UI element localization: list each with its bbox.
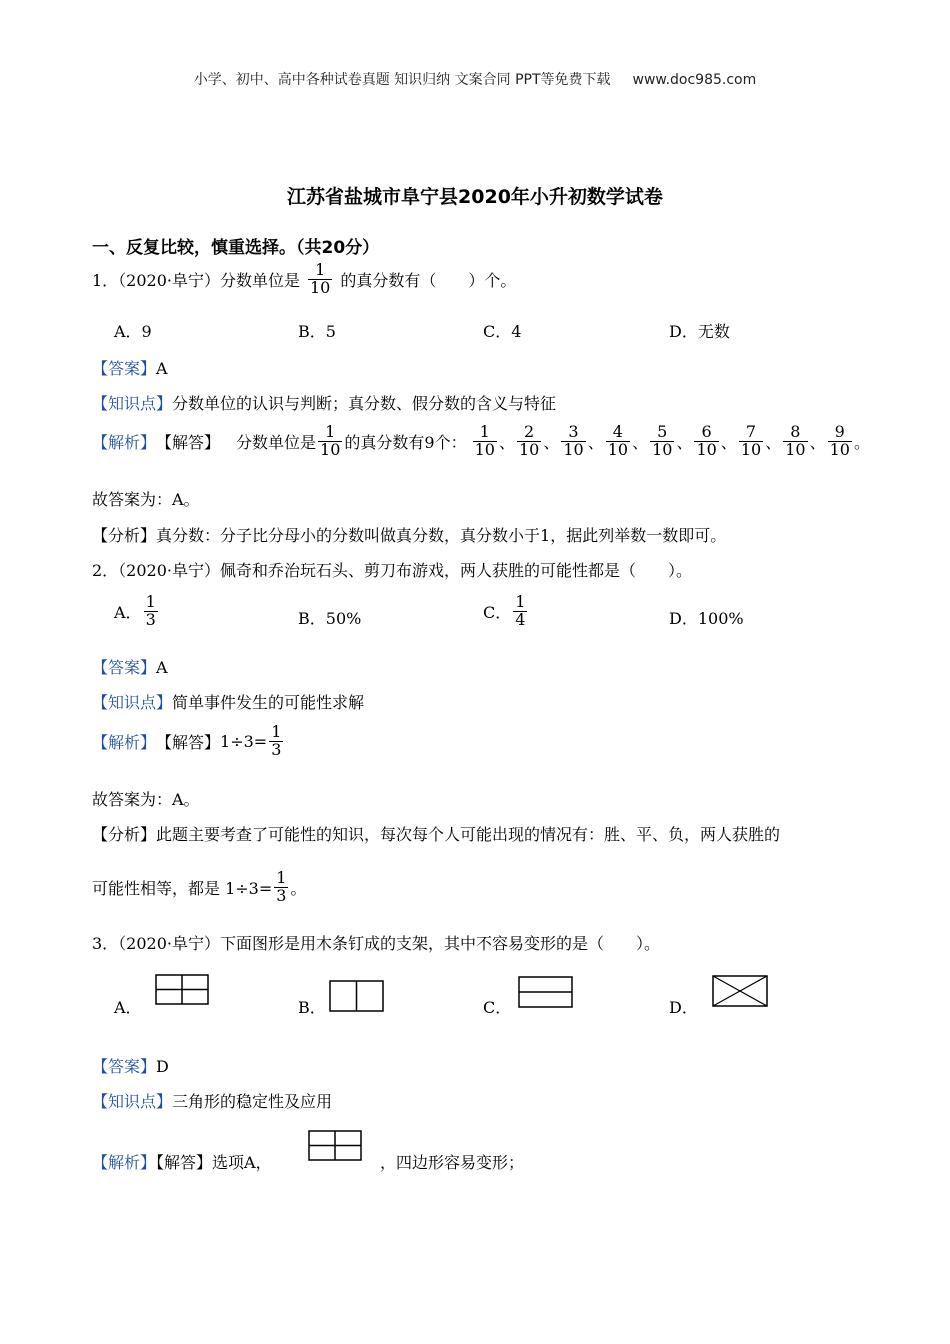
knowledge-tag: 【知识点】 [92,394,173,413]
q1-conclusion: 故答案为：A。 [92,490,200,509]
q1-list-den-9: 10 [829,439,850,459]
q2-opt-a-label: A． [114,602,142,622]
q1-list-end: 。 [853,432,870,452]
question-3-stem: 3．（2020·阜宁）下面图形是用木条钉成的支架，其中不容易变形的是（ ）。 [92,934,660,953]
q1-list-den-3: 10 [563,439,584,459]
q2-option-c [483,594,529,629]
q1-sep-6: 、 [720,432,737,452]
answer-tag: 【答案】 [92,1057,157,1076]
q2-reason-line-1 [92,822,780,845]
q1-knowledge-line [92,391,556,414]
q1-list-frac-2 [517,424,541,459]
q3-option-c-frame-icon [518,976,574,1009]
q2-reason-fraction [274,870,288,905]
q3-knowledge-line [92,1089,332,1112]
answer-tag: 【答案】 [92,359,157,378]
solve-tag: 【解答】 [156,432,221,452]
q1-list-num-1: 1 [479,422,490,441]
q1-list-den-7: 10 [740,439,762,459]
q2-reason-line-2 [92,870,306,905]
q2-reason-num: 1 [276,868,287,887]
analysis-tag: 【解析】 [92,432,157,452]
q1-list-frac-5 [650,424,674,459]
q3-option-c-label: C． [483,998,512,1017]
q1-stem-post: 的真分数有（ ）个。 [340,270,517,290]
q2-option-d: D．100% [669,609,744,628]
q2-answer-line [92,655,168,678]
solve-tag: 【解答】 [156,1153,213,1172]
q2-reason-2: 可能性相等，都是 1÷3= [92,878,273,898]
q1-sep-7: 、 [765,432,782,452]
q1-list-num-3: 3 [568,422,579,441]
q1-sep-2: 、 [543,432,560,452]
q2-solution-line [92,724,285,759]
q2-reason-end: 。 [290,878,307,898]
q1-list-num-7: 7 [745,422,757,441]
question-2-stem: 2．（2020·阜宁）佩奇和乔治玩石头、剪刀布游戏，两人获胜的可能性都是（ ）。 [92,561,692,580]
answer-tag: 【答案】 [92,658,157,677]
q3-option-b-label: B． [298,998,326,1017]
section-heading: 一、反复比较，慎重选择。（共20分） [92,238,380,258]
q3-solve-frame-icon [308,1130,362,1162]
q1-frac-den: 10 [310,277,331,297]
knowledge-tag: 【知识点】 [92,693,173,712]
reason-tag: 【分析】 [92,825,157,844]
q2-opt-c-den: 4 [515,609,526,629]
q2-solve-fraction [269,724,283,759]
q2-opt-a-fraction [144,594,158,629]
q1-option-c: C．4 [483,322,522,341]
q2-reason-1: 此题主要考查了可能性的知识，每次每个人可能出现的情况有：胜、平、负，两人获胜的 [156,825,781,844]
q1-list-den-8: 10 [785,439,806,459]
q1-list-frac-6 [694,424,718,459]
q2-answer: A [156,658,168,677]
q1-list-frac-9 [828,424,852,459]
q2-solve-expr: 1÷3= [220,731,268,751]
knowledge-tag: 【知识点】 [92,1092,173,1111]
q1-stem-fraction [308,262,332,297]
q1-answer: A [156,359,168,378]
q1-list-frac-1 [473,424,497,459]
q2-opt-c-fraction [513,594,527,629]
q2-opt-c-num: 1 [515,592,526,611]
analysis-tag: 【解析】 [92,1153,157,1172]
reason-tag: 【分析】 [92,526,157,545]
q3-option-a-frame-icon [155,974,209,1006]
q1-list-num-4: 4 [612,422,623,441]
q1-solution-line [92,424,870,459]
q3-solution-line [92,1150,272,1173]
q1-list-num-5: 5 [657,422,668,441]
q3-option-a-label: A． [114,998,142,1017]
q3-answer: D [156,1057,169,1076]
q1-option-d: D．无数 [669,322,730,341]
q1-sep-5: 、 [676,432,693,452]
q3-knowledge: 三角形的稳定性及应用 [172,1092,333,1111]
q1-list-den-5: 10 [652,439,673,459]
page-title: 江苏省盐城市阜宁县2020年小升初数学试卷 [287,186,663,208]
q1-sep-1: 、 [498,432,515,452]
q3-solve-pre: 选项A， [212,1153,272,1172]
q2-reason-den: 3 [276,885,287,905]
q1-solve-fraction [318,424,342,459]
q1-reason: 真分数：分子比分母小的分数叫做真分数，真分数小于1，据此列举数一数即可。 [156,526,727,545]
analysis-tag: 【解析】 [92,732,157,752]
q1-list-frac-8 [783,424,807,459]
q1-reason-line [92,523,726,546]
question-1-stem [92,262,516,297]
q1-list-den-6: 10 [696,439,717,459]
q3-solve-post: ，四边形容易变形； [380,1153,525,1172]
q1-list-frac-4 [606,424,630,459]
q1-sep-8: 、 [809,432,826,452]
q1-answer-line [92,356,168,379]
q2-opt-a-num: 1 [145,592,156,611]
q1-frac-num: 1 [315,260,326,279]
header-text: 小学、初中、高中各种试卷真题 知识归纳 文案合同 PPT等免费下载 [193,72,611,88]
q1-solve-pre: 分数单位是 [236,432,317,452]
header-url[interactable]: www.doc985.com [632,72,757,88]
q1-sep-4: 、 [632,432,649,452]
q1-list-frac-7 [739,424,763,459]
q1-list-num-6: 6 [701,422,712,441]
q2-opt-c-label: C． [483,602,512,622]
q1-list-den-1: 10 [474,439,495,459]
q3-answer-line [92,1054,169,1077]
q2-option-a [114,594,160,629]
q1-list-num-9: 9 [834,422,845,441]
solve-tag: 【解答】 [156,732,221,752]
q2-option-b: B．50% [298,609,362,628]
q2-conclusion: 故答案为：A。 [92,790,200,809]
q1-list-num-8: 8 [790,422,801,441]
q3-option-d-label: D． [669,998,698,1017]
q3-option-b-frame-icon [329,980,385,1013]
q1-knowledge: 分数单位的认识与判断；真分数、假分数的含义与特征 [172,394,557,413]
q1-list-den-4: 10 [607,439,629,459]
q1-option-a: A．9 [114,322,152,341]
q2-opt-a-den: 3 [145,609,156,629]
q1-sep-3: 、 [587,432,604,452]
q3-option-d-braced-frame-icon [712,975,769,1008]
q1-stem-pre: 1．（2020·阜宁）分数单位是 [92,270,300,290]
q1-solve-frac-num: 1 [325,422,336,441]
q2-solve-den: 3 [271,739,282,759]
q1-solve-frac-den: 10 [320,439,341,459]
q2-solve-num: 1 [271,722,282,741]
site-header [0,69,950,89]
q2-knowledge: 简单事件发生的可能性求解 [172,693,365,712]
q2-knowledge-line [92,690,364,713]
q1-list-den-2: 10 [518,439,540,459]
q1-solve-mid: 的真分数有9个： [344,432,467,452]
q1-list-frac-3 [561,424,585,459]
q1-option-b: B．5 [298,322,336,341]
q1-list-num-2: 2 [524,422,535,441]
